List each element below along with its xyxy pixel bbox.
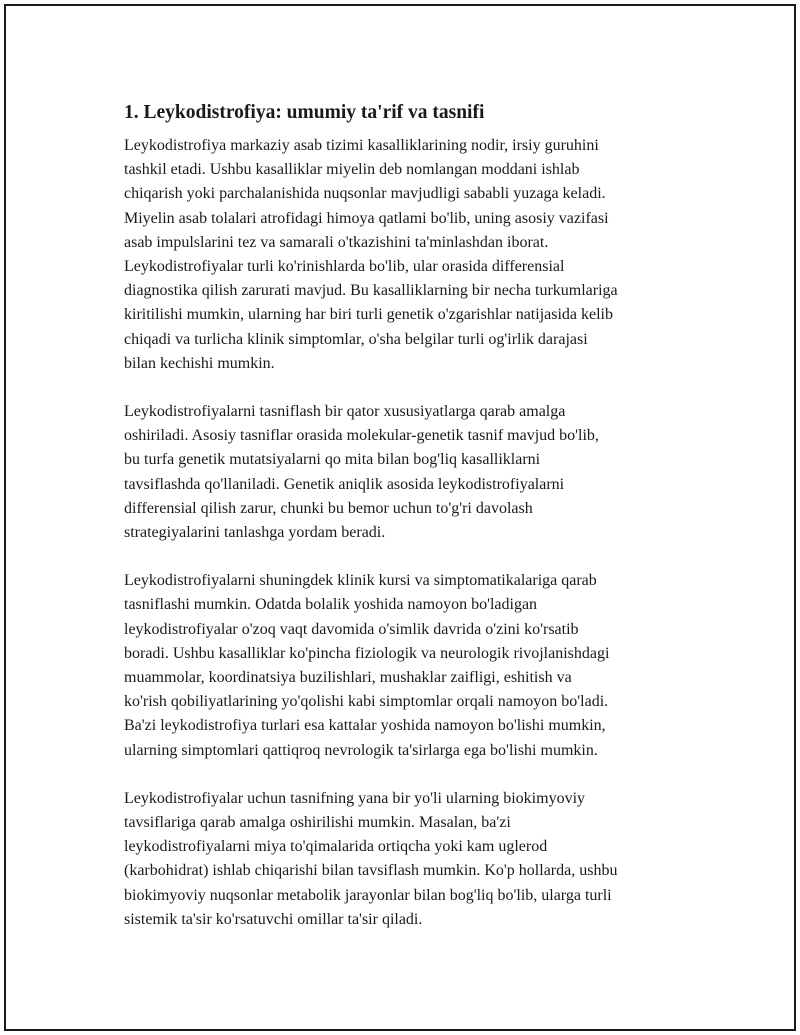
text-line: ularning simptomlari qattiqroq nevrologik ta'sirlarga ega bo'lishi mumkin. (124, 741, 598, 759)
text-line: bilan kechishi mumkin. (124, 354, 275, 372)
text-line: asab impulslarini tez va samarali o'tkazishini ta'minlashdan iborat. (124, 233, 549, 251)
text-line: leykodistrofiyalar o'zoq vaqt davomida o'simlik davrida o'zini ko'rsatib (124, 620, 579, 638)
text-line: chiqadi va turlicha klinik simptomlar, o'sha belgilar turli og'irlik darajasi (124, 330, 588, 348)
text-line: Leykodistrofiyalar uchun tasnifning yana bir yo'li ularning biokimyoviy (124, 789, 586, 807)
paragraph (124, 569, 692, 763)
text-line: Ba'zi leykodistrofiya turlari esa kattalar yoshida namoyon bo'lishi mumkin, (124, 717, 606, 735)
text-line: leykodistrofiyalarni miya to'qimalarida ortiqcha yoki kam uglerod (124, 838, 548, 856)
text-line: oshiriladi. Asosiy tasniflar orasida molekular-genetik tasnif mavjud bo'lib, (124, 427, 599, 445)
page-frame (4, 4, 796, 1031)
text-line: Leykodistrofiyalar turli ko'rinishlarda bo'lib, ular orasida differensial (124, 258, 565, 276)
text-line: bu turfa genetik mutatsiyalarni qo mita bilan bog'liq kasalliklarni (124, 451, 541, 469)
text-line: kiritilishi mumkin, ularning har biri turli genetik o'zgarishlar natijasida kelib (124, 306, 613, 324)
text-line: tavsiflashda qo'llaniladi. Genetik aniqlik asosida leykodistrofiyalarni (124, 475, 565, 493)
text-line: tavsiflariga qarab amalga oshirilishi mumkin. Masalan, ba'zi (124, 814, 511, 832)
text-line: muammolar, koordinatsiya buzilishlari, mushaklar zaifligi, eshitish va (124, 669, 572, 687)
paragraph (124, 787, 692, 932)
paragraph (124, 134, 692, 376)
text-line: boradi. Ushbu kasalliklar ko'pincha fiziologik va neurologik rivojlanishdagi (124, 644, 610, 662)
text-line: Leykodistrofiya markaziy asab tizimi kasalliklarining nodir, irsiy guruhini (124, 137, 599, 154)
text-line: differensial qilish zarur, chunki bu bemor uchun to'g'ri davolash (124, 499, 533, 517)
text-line: ko'rish qobiliyatlarining yo'qolishi kabi simptomlar orqali namoyon bo'ladi. (124, 693, 609, 711)
text-line: chiqarish yoki parchalanishida nuqsonlar mavjudligi sababli yuzaga keladi. (124, 185, 606, 203)
text-line: tashkil etadi. Ushbu kasalliklar miyelin deb nomlangan moddani ishlab (124, 161, 580, 179)
text-line: strategiyalarini tanlashga yordam beradi. (124, 524, 386, 542)
text-line: Miyelin asab tolalari atrofidagi himoya qatlami bo'lib, uning asosiy vazifasi (124, 209, 609, 227)
text-line: tasniflashi mumkin. Odatda bolalik yoshida namoyon bo'ladigan (124, 596, 538, 614)
section-heading: 1. Leykodistrofiya: umumiy ta'rif va tasnifi (124, 102, 485, 123)
text-line: diagnostika qilish zarurati mavjud. Bu kasalliklarning bir necha turkumlariga (124, 282, 618, 300)
text-line: biokimyoviy nuqsonlar metabolik jarayonlar bilan bog'liq bo'lib, ularga turli (124, 886, 612, 904)
text-line: Leykodistrofiyalarni tasniflash bir qator xususiyatlarga qarab amalga (124, 403, 566, 421)
text-line: sistemik ta'sir ko'rsatuvchi omillar ta'sir qiladi. (124, 910, 423, 928)
paragraph-list (124, 134, 692, 932)
document-body (124, 100, 692, 956)
text-line: (karbohidrat) ishlab chiqarishi bilan tavsiflash mumkin. Ko'p hollarda, ushbu (124, 862, 618, 880)
paragraph (124, 400, 692, 545)
text-line: Leykodistrofiyalarni shuningdek klinik kursi va simptomatikalariga qarab (124, 572, 597, 590)
